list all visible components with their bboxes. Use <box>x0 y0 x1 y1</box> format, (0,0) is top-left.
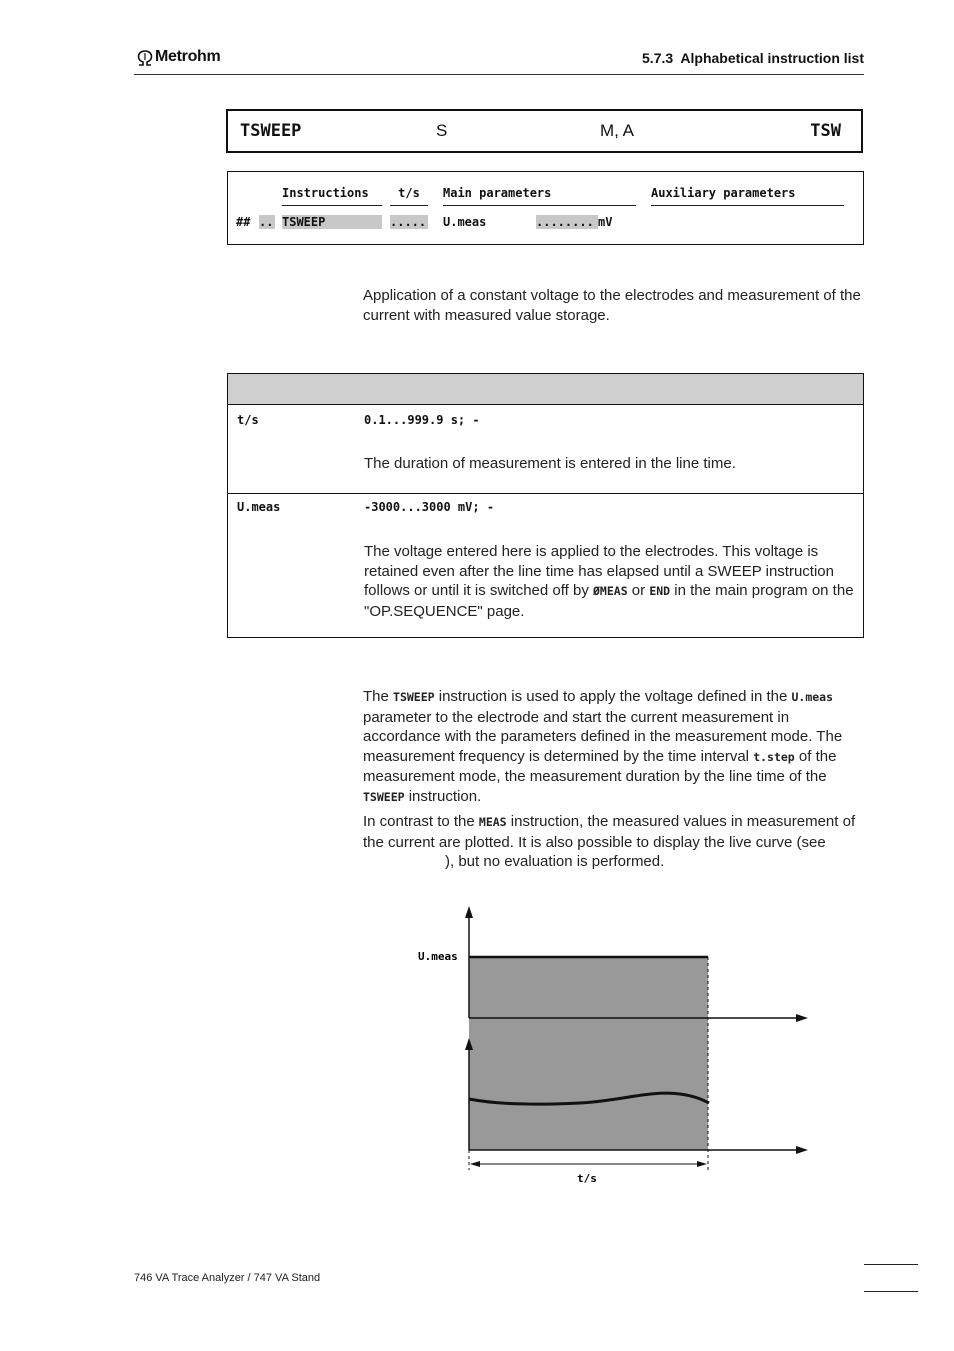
text: instruction, the measured values in measurement of the current are plotted. It is also possible to display the live curve (see <box>363 813 856 851</box>
upper-x-arrow-icon <box>796 1014 808 1022</box>
umeas-text-a: The voltage entered here is applied to the electrodes. This voltage is retained even after the line time has elapsed until a SWEEP instruction follows or until it is switched off by <box>364 543 834 599</box>
param-range-ts: 0.1...999.9 s; - <box>364 413 480 427</box>
meas-code: MEAS <box>478 815 507 829</box>
param-desc-umeas <box>364 542 854 621</box>
explanation-paragraph-2 <box>363 812 863 872</box>
tsweep-code: TSWEEP <box>393 690 435 704</box>
brand-logo-text: Metrohm <box>155 48 221 65</box>
instruction-title-box <box>226 109 863 153</box>
tsweep-diagram <box>400 900 820 1200</box>
row-value-dots: ........ <box>536 215 598 229</box>
instruction-abbreviation: TSW <box>810 121 841 141</box>
parameter-table <box>227 373 864 638</box>
header-main-parameters: Main parameters <box>443 186 636 206</box>
diagram-ylabel: U.meas <box>418 950 458 963</box>
row-ts-dots: ..... <box>390 215 427 229</box>
footer-rule-bottom <box>864 1291 918 1292</box>
row-unit: mV <box>598 215 613 229</box>
diagram-lower-fill <box>469 1018 708 1150</box>
lower-x-arrow-icon <box>796 1146 808 1154</box>
row-dots: .. <box>259 215 274 229</box>
param-name-ts: t/s <box>237 413 259 427</box>
umeas-code: U.meas <box>791 690 834 704</box>
tsweep-code: TSWEEP <box>363 789 405 804</box>
text: instruction is used to apply the voltage defined in the <box>438 688 788 705</box>
instruction-modes: M, A <box>600 121 635 140</box>
footer-rule-top <box>864 1264 918 1265</box>
diagram-xlabel: t/s <box>577 1172 597 1185</box>
text: instruction. <box>408 787 482 805</box>
row-hash: ## <box>236 215 251 229</box>
row-instruction: TSWEEP <box>282 215 382 229</box>
explanation-paragraph-1 <box>363 687 863 807</box>
duration-right-arrow-icon <box>697 1161 707 1167</box>
page-header <box>134 46 864 75</box>
description: Application of a constant voltage to the electrodes and measurement of the current with measured value storage. <box>363 287 861 324</box>
omeas-code: ØMEAS <box>593 584 628 598</box>
param-range-umeas: -3000...3000 mV; - <box>364 500 495 514</box>
syntax-box <box>227 171 864 245</box>
header-auxiliary-parameters: Auxiliary parameters <box>651 186 844 206</box>
omega-logo-icon <box>136 50 154 66</box>
instruction-type: S <box>436 121 448 140</box>
row-divider <box>228 493 863 494</box>
instruction-name: TSWEEP <box>240 121 302 141</box>
umeas-text-c: in the main program on the "OP.SEQUENCE" page. <box>364 582 854 620</box>
upper-y-arrow-icon <box>465 906 473 918</box>
text: ), but no evaluation is performed. <box>445 853 665 870</box>
diagram-upper-fill <box>469 957 708 1018</box>
footer-product: 746 VA Trace Analyzer / 747 VA Stand <box>134 1272 321 1284</box>
text: The <box>363 688 389 705</box>
table-header-bar <box>228 374 863 405</box>
text: In contrast to the <box>363 813 475 830</box>
header-ts: t/s <box>390 186 428 206</box>
param-name-umeas: U.meas <box>237 500 281 514</box>
umeas-text-b: or <box>631 582 646 599</box>
end-code: END <box>649 584 671 598</box>
row-param: U.meas <box>443 215 487 229</box>
duration-left-arrow-icon <box>470 1161 480 1167</box>
text: parameter to the electrode and start the current measurement in accordance with the parameters defined in the measurement mode. The measurement frequency is determined by the time interval <box>363 708 843 765</box>
text: of the measurement mode, the measurement duration by the line time of the <box>363 747 837 785</box>
section-title: 5.7.3 Alphabetical instruction list <box>642 50 864 66</box>
header-instructions: Instructions <box>282 186 382 206</box>
tstep-code: t.step <box>753 749 795 764</box>
param-desc-ts: The duration of measurement is entered in the line time. <box>364 455 736 472</box>
